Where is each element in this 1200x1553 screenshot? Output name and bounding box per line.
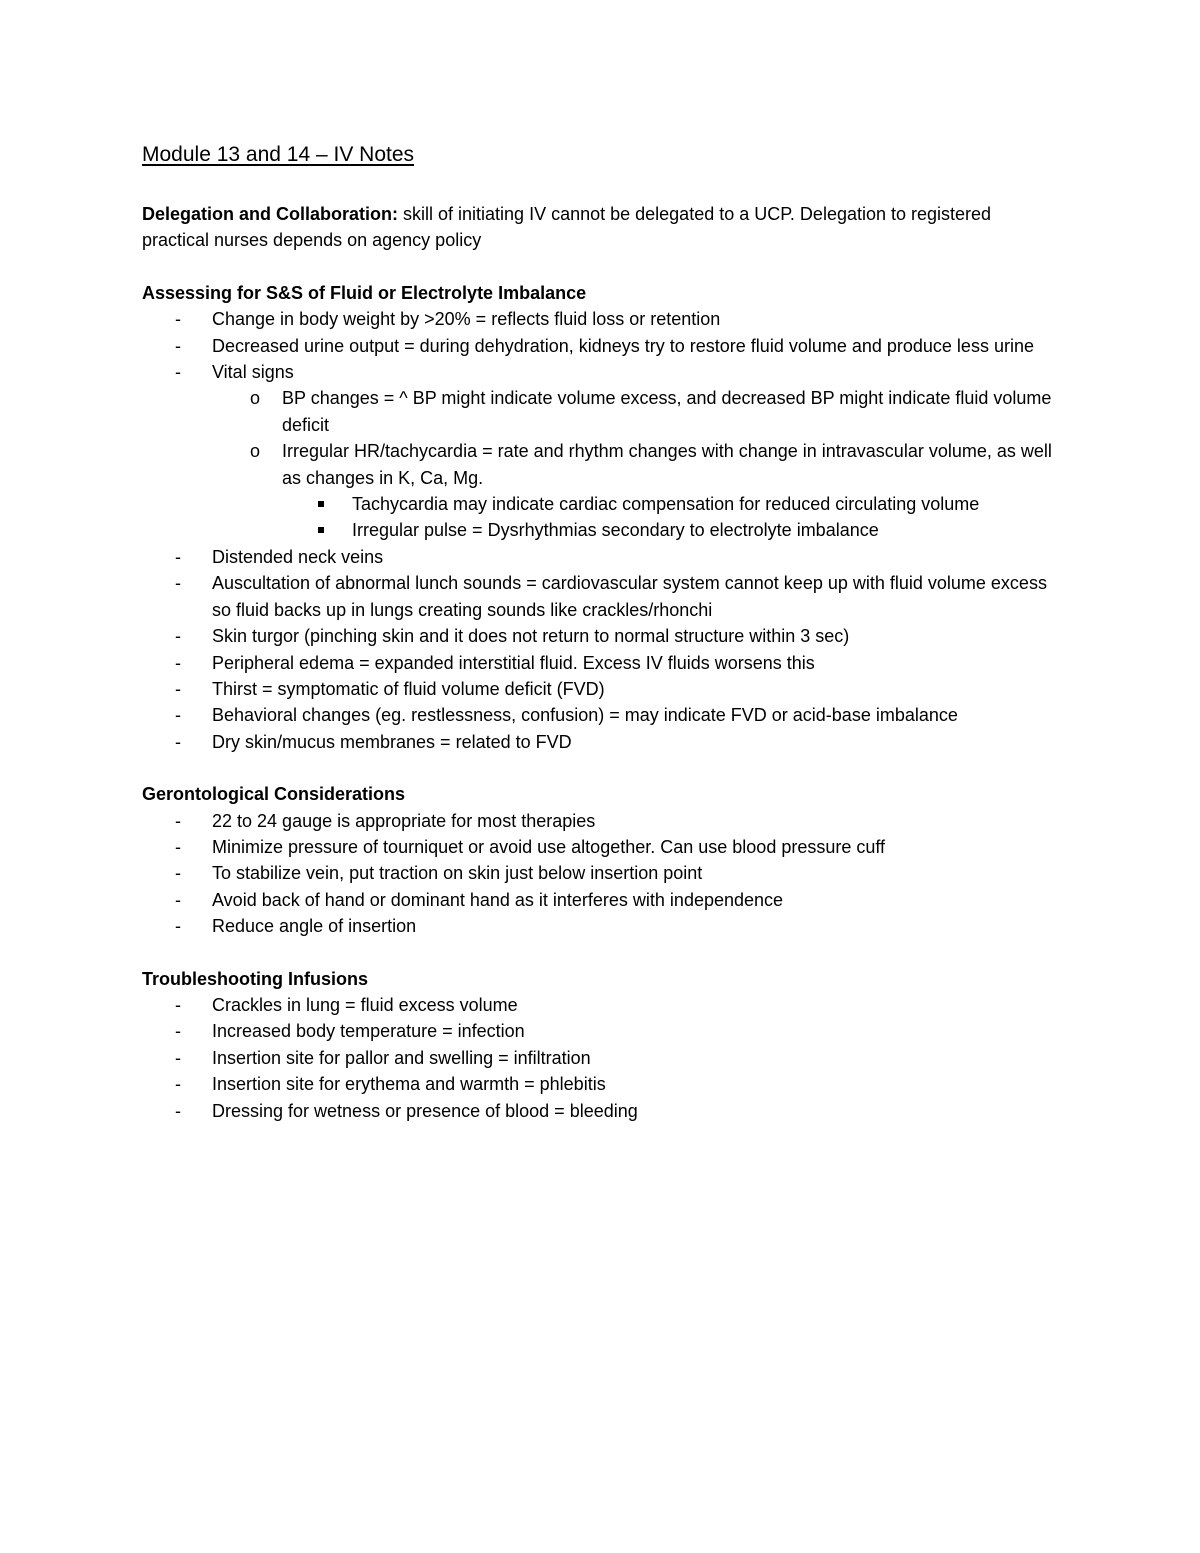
section-heading-troubleshooting-infusions: Troubleshooting Infusions [142,968,368,989]
delegation-heading: Delegation and Collaboration: [142,204,399,224]
page-title: Module 13 and 14 – IV Notes [142,143,415,166]
circle-bullet-icon: o [250,388,261,409]
dash-bullet-icon: - [175,309,181,330]
list-item-text: To stabilize vein, put traction on skin just below insertion point [212,863,703,884]
dash-bullet-icon: - [175,573,181,594]
dash-bullet-icon: - [175,1100,181,1121]
sub-list-item [212,385,1062,438]
section-heading-gerontological-considerations: Gerontological Considerations [142,784,406,805]
list-item [142,860,1062,886]
sub-list-item-text: Irregular HR/tachycardia = rate and rhythm changes with change in intravascular volume, as well as changes in K, Ca, Mg. [282,441,1052,488]
list-item-text: Dressing for wetness or presence of blood = bleeding [212,1100,638,1121]
dash-bullet-icon: - [175,652,181,673]
sub-list [212,385,1062,543]
list-item-text: Insertion site for erythema and warmth = phlebitis [212,1074,606,1095]
list-item [142,834,1062,860]
list-item-text: Distended neck veins [212,546,384,567]
dash-bullet-icon: - [175,731,181,752]
list-item-text: Auscultation of abnormal lunch sounds = cardiovascular system cannot keep up with fluid volume excess so fluid backs up in lungs creating sounds like crackles/rhonchi [212,573,1047,620]
list-item [142,544,1062,570]
bullet-list [142,808,1062,940]
list-item-text: Skin turgor (pinching skin and it does not return to normal structure within 3 sec) [212,626,850,647]
list-item-text: Decreased urine output = during dehydration, kidneys try to restore fluid volume and produce less urine [212,335,1034,356]
dash-bullet-icon: - [175,678,181,699]
list-item [142,623,1062,649]
sub-sub-list-item-text: Irregular pulse = Dysrhythmias secondary to electrolyte imbalance [352,520,879,541]
dash-bullet-icon: - [175,836,181,857]
list-item-text: Vital signs [212,362,294,383]
list-item [142,1098,1062,1124]
dash-bullet-icon: - [175,810,181,831]
circle-bullet-icon: o [250,441,261,462]
bullet-list [142,306,1062,755]
square-bullet-icon [318,501,324,507]
list-item-text: Reduce angle of insertion [212,916,417,937]
list-item-text: 22 to 24 gauge is appropriate for most therapies [212,810,596,831]
dash-bullet-icon: - [175,1021,181,1042]
list-item-text: Thirst = symptomatic of fluid volume deficit (FVD) [212,678,605,699]
dash-bullet-icon: - [175,546,181,567]
dash-bullet-icon: - [175,1047,181,1068]
list-item-text: Crackles in lung = fluid excess volume [212,994,518,1015]
sub-list-item-text: BP changes = ^ BP might indicate volume excess, and decreased BP might indicate fluid volume deficit [282,388,1052,435]
list-item-text: Change in body weight by >20% = reflects fluid loss or retention [212,309,721,330]
list-item [142,1018,1062,1044]
delegation-text: skill of initiating IV cannot be delegated to a UCP. Delegation to registered practical nurses depends on agency policy [142,204,992,251]
dash-bullet-icon: - [175,335,181,356]
section-heading-assessing-for-s-s-of-fluid-or-electrolyte-imbalance: Assessing for S&S of Fluid or Electrolyte Imbalance [142,282,587,303]
dash-bullet-icon: - [175,863,181,884]
dash-bullet-icon: - [175,626,181,647]
list-item-text: Increased body temperature = infection [212,1021,525,1042]
list-item [142,676,1062,702]
list-item [142,1071,1062,1097]
list-item [142,1045,1062,1071]
dash-bullet-icon: - [175,889,181,910]
list-item [142,306,1062,332]
list-item [142,650,1062,676]
document-page [142,140,1062,1150]
sub-list-item [212,438,1062,544]
list-item [142,887,1062,913]
notes-sections [142,280,1062,1124]
list-item-text: Behavioral changes (eg. restlessness, confusion) = may indicate FVD or acid-base imbalance [212,705,958,726]
list-item-text: Dry skin/mucus membranes = related to FVD [212,731,572,752]
list-item [142,729,1062,755]
sub-sub-list-item [282,491,1062,517]
list-item-text: Minimize pressure of tourniquet or avoid use altogether. Can use blood pressure cuff [212,836,886,857]
dash-bullet-icon: - [175,362,181,383]
sub-sub-list [282,491,1062,544]
sub-sub-list-item-text: Tachycardia may indicate cardiac compensation for reduced circulating volume [352,494,980,515]
list-item [142,992,1062,1018]
list-item [142,333,1062,359]
list-item-text: Peripheral edema = expanded interstitial fluid. Excess IV fluids worsens this [212,652,815,673]
list-item-text: Insertion site for pallor and swelling = infiltration [212,1047,591,1068]
list-item-text: Avoid back of hand or dominant hand as it interferes with independence [212,889,784,910]
square-bullet-icon [318,527,324,533]
dash-bullet-icon: - [175,994,181,1015]
dash-bullet-icon: - [175,705,181,726]
list-item [142,359,1062,544]
list-item [142,808,1062,834]
sub-sub-list-item [282,517,1062,543]
list-item [142,702,1062,728]
list-item [142,570,1062,623]
delegation-paragraph [142,201,1062,254]
list-item [142,913,1062,939]
dash-bullet-icon: - [175,916,181,937]
bullet-list [142,992,1062,1124]
dash-bullet-icon: - [175,1074,181,1095]
